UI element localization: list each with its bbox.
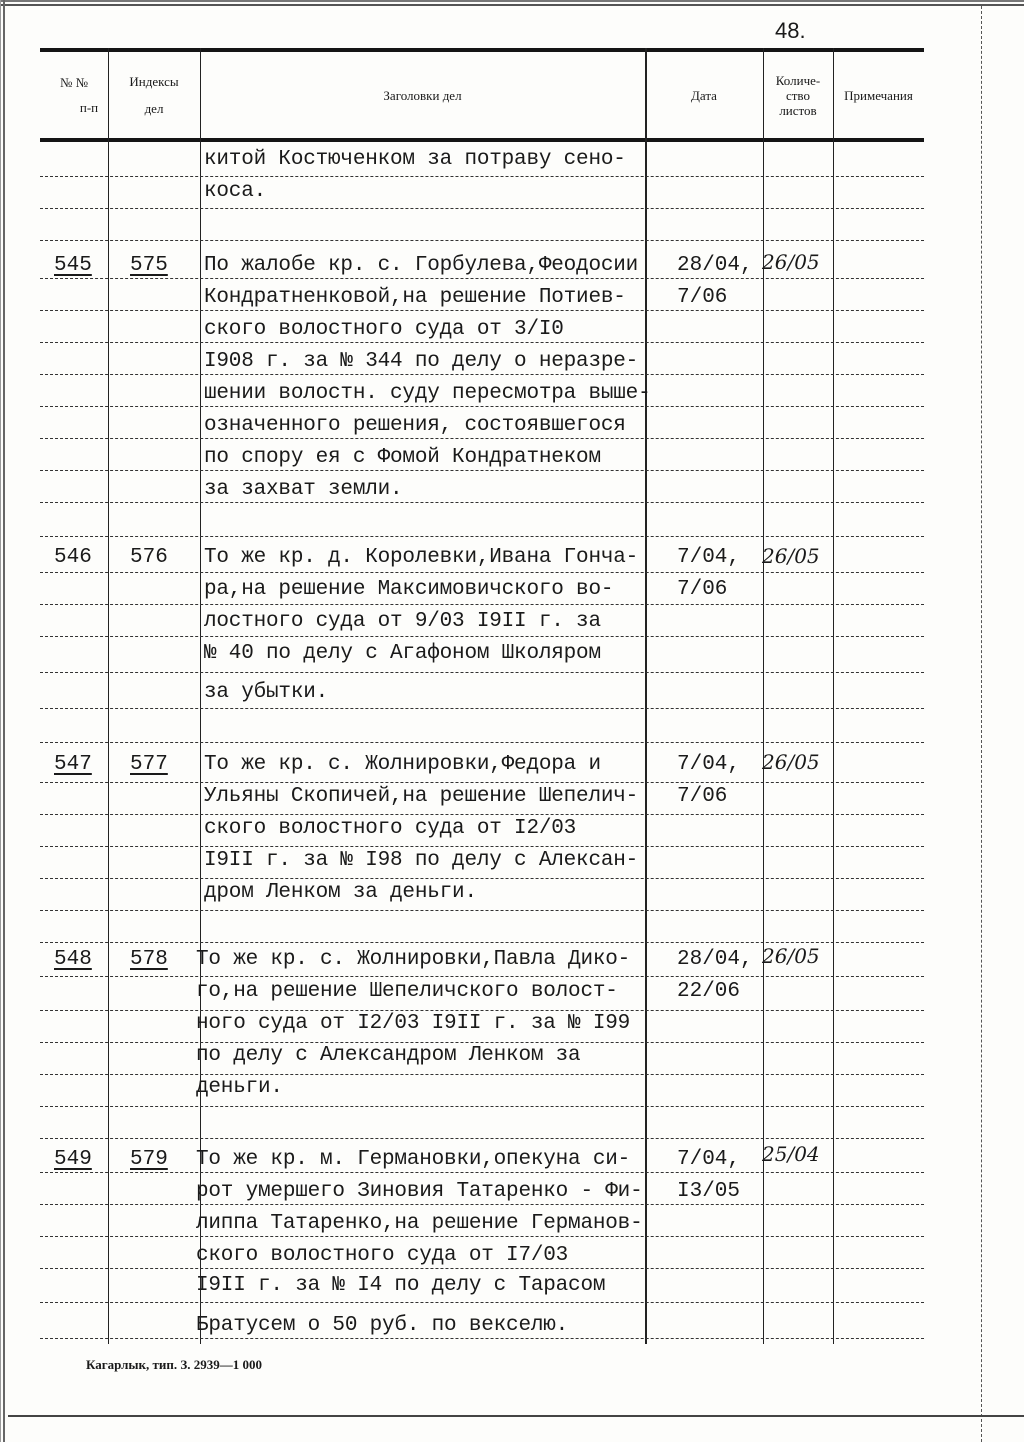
column-divider: [645, 48, 647, 1344]
ruled-line: [40, 942, 924, 943]
ruled-line: [40, 1204, 924, 1205]
entry-text-line: дром Ленком за деньги.: [204, 881, 477, 904]
ruled-line: [40, 1338, 924, 1339]
entry-text-line: го,на решение Шепеличского волост-: [196, 980, 618, 1003]
ruled-line: [40, 536, 924, 537]
ruled-line: [40, 604, 924, 605]
ruled-line: [40, 470, 924, 471]
entry-text-line: То же кр. с. Жолнировки,Федора и: [204, 753, 601, 776]
entry-text-line: китой Костюченком за потраву сено-: [204, 148, 626, 171]
ruled-line: [40, 878, 924, 879]
entry-text-line: коса.: [204, 180, 267, 203]
entry-text-line: за захват земли.: [204, 478, 403, 501]
entry-number: 548: [54, 948, 92, 971]
entry-date: 7/06: [677, 785, 728, 808]
ruled-line: [40, 1302, 924, 1303]
header-number-line1: № №: [59, 75, 89, 90]
entry-index: 575: [130, 254, 168, 277]
entry-text-line: ского волостного суда от 3/I0: [204, 318, 564, 341]
header-index-line1: Индексы: [129, 74, 179, 89]
ruled-line: [40, 1268, 924, 1269]
ruled-line: [40, 240, 924, 241]
entry-text-line: рот умершего Зиновия Татаренко - Фи-: [196, 1180, 643, 1203]
header-count-line3: листов: [779, 102, 817, 118]
ruled-line: [40, 310, 924, 311]
entry-date: 7/04,: [677, 546, 741, 569]
entry-text-line: То же кр. д. Королевки,Ивана Гонча-: [204, 546, 639, 569]
ruled-line: [40, 1138, 924, 1139]
header-count-line2: ство: [785, 87, 810, 103]
ruled-line: [40, 636, 924, 637]
entry-text-line: I908 г. за № 344 по делу о неразре-: [204, 350, 639, 373]
entry-text-line: лостного суда от 9/03 I9II г. за: [204, 610, 601, 633]
entry-date: 7/06: [677, 286, 728, 309]
entry-text-line: деньги.: [196, 1076, 283, 1099]
entry-text-line: ра,на решение Максимовичского во-: [204, 578, 614, 601]
header-number: [40, 52, 108, 138]
ruled-line: [40, 672, 924, 673]
entry-index: 577: [130, 753, 168, 776]
entry-text-line: То же кр. м. Германовки,опекуна си-: [196, 1148, 631, 1171]
entry-text-line: № 40 по делу с Агафоном Школяром: [204, 642, 601, 665]
ruled-line: [40, 1236, 924, 1237]
page-number: 48.: [775, 18, 806, 43]
page-frame-top: [0, 0, 1024, 6]
header-notes: Примечания: [844, 87, 913, 103]
ruled-line: [40, 846, 924, 847]
entry-number: 545: [54, 254, 92, 277]
entry-date: 7/04,: [677, 1148, 741, 1171]
entry-text-line: ного суда от I2/03 I9II г. за № I99: [196, 1012, 631, 1035]
ruled-line: [40, 1106, 924, 1107]
entry-text-line: ского волостного суда от I7/03: [196, 1244, 569, 1267]
entry-text-line: ского волостного суда от I2/03: [204, 817, 577, 840]
header-count-line1: Количе-: [775, 72, 821, 88]
ruled-line: [40, 1074, 924, 1075]
entry-date: 28/04,: [677, 254, 753, 277]
header-date: Дата: [691, 87, 717, 103]
ruled-line: [40, 208, 924, 209]
entry-text-line: Братусем о 50 руб. по векселю.: [196, 1314, 569, 1337]
ruled-line: [40, 406, 924, 407]
entry-number: 549: [54, 1148, 92, 1171]
ruled-line: [40, 374, 924, 375]
entry-number: 547: [54, 753, 92, 776]
entry-number: 546: [54, 546, 92, 569]
entry-date: 7/04,: [677, 753, 741, 776]
column-divider: [833, 48, 834, 1344]
ruled-line: [40, 976, 924, 977]
ruled-line: [40, 814, 924, 815]
header-index-line2: дел: [144, 101, 164, 116]
entry-date: 28/04,: [677, 948, 753, 971]
printer-imprint: Кагарлык, тип. З. 2939—1 000: [86, 1357, 262, 1372]
header-bottom-rule: [40, 138, 924, 142]
header-sheet-count: [763, 52, 833, 138]
ruled-line: [40, 278, 924, 279]
ruled-line: [40, 1042, 924, 1043]
handwritten-date: 26/05: [762, 544, 820, 568]
handwritten-date: 26/05: [762, 944, 820, 968]
handwritten-date: 26/05: [762, 750, 820, 774]
page-frame-bottom: [8, 1415, 1024, 1417]
ruled-line: [40, 742, 924, 743]
entry-index: 578: [130, 948, 168, 971]
header-title: Заголовки дел: [383, 87, 462, 103]
entry-text-line: I9II г. за № I4 по делу с Тарасом: [196, 1274, 606, 1297]
handwritten-date: 25/04: [762, 1142, 820, 1166]
entry-text-line: То же кр. с. Жолнировки,Павла Дико-: [196, 948, 631, 971]
ruled-line: [40, 910, 924, 911]
entry-date: 22/06: [677, 980, 741, 1003]
entry-text-line: Ульяны Скопичей,на решение Шепелич-: [204, 785, 639, 808]
ruled-line: [40, 342, 924, 343]
handwritten-date: 26/05: [762, 250, 820, 274]
entry-text-line: I9II г. за № I98 по делу с Алексан-: [204, 849, 639, 872]
column-divider: [108, 48, 109, 1344]
header-number-line2: п-п: [79, 100, 99, 115]
ruled-line: [40, 572, 924, 573]
ruled-line: [40, 438, 924, 439]
entry-date: 7/06: [677, 578, 728, 601]
entry-text-line: Кондратненковой,на решение Потиев-: [204, 286, 626, 309]
entry-text-line: По жалобе кр. с. Горбулева,Феодосии: [204, 254, 639, 277]
ruled-line: [40, 176, 924, 177]
ruled-line: [40, 1172, 924, 1173]
entry-text-line: липпа Татаренко,на решение Германов-: [196, 1212, 643, 1235]
ruled-line: [40, 502, 924, 503]
entry-text-line: за убытки.: [204, 681, 329, 704]
entry-date: I3/05: [677, 1180, 741, 1203]
entry-index: 579: [130, 1148, 168, 1171]
ruled-line: [40, 782, 924, 783]
ruled-line: [40, 708, 924, 709]
header-index: [108, 52, 200, 138]
entry-index: 576: [130, 546, 168, 569]
entry-text-line: по спору ея с Фомой Кондратнеком: [204, 446, 601, 469]
entry-text-line: по делу с Александром Ленком за: [196, 1044, 581, 1067]
ruled-line: [40, 1010, 924, 1011]
page-frame-left: [0, 0, 5, 1442]
entry-text-line: означенного решения, состоявшегося: [204, 414, 626, 437]
page-frame-right: [981, 6, 982, 1442]
entry-text-line: шении волостн. суду пересмотра выше-: [204, 382, 651, 405]
